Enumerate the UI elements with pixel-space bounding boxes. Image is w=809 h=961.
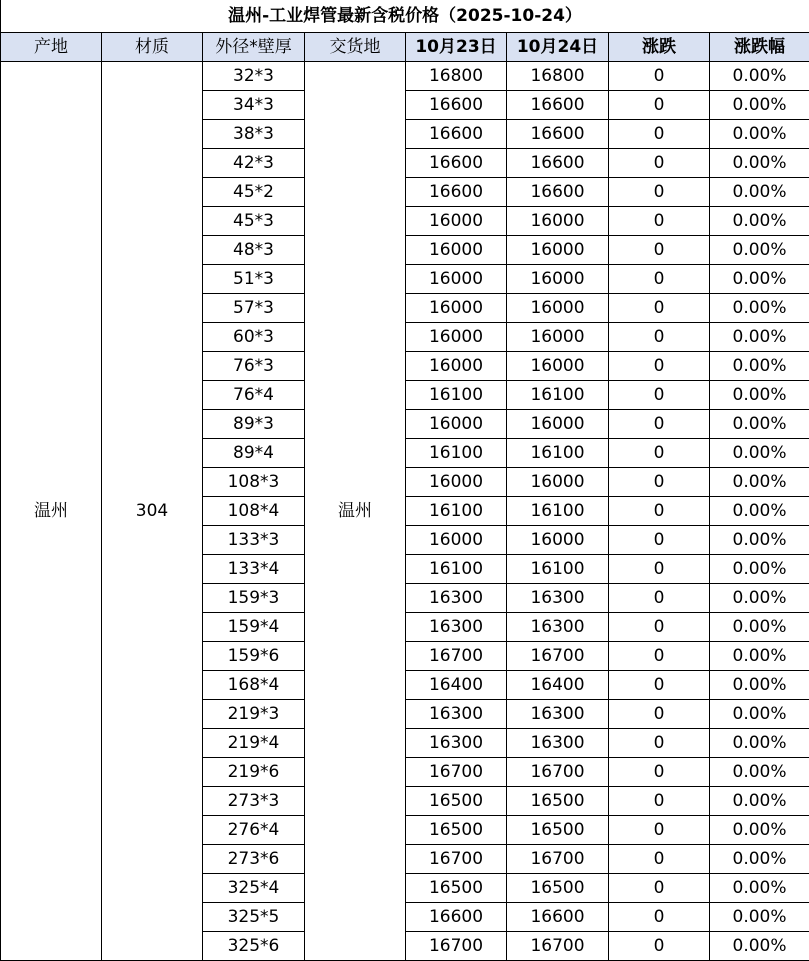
- title-row: [1, 0, 809, 33]
- curr-price-cell: 16000: [507, 323, 609, 352]
- change-cell: 0: [609, 700, 710, 729]
- spec-cell: 34*3: [203, 91, 305, 120]
- prev-price-cell: 16000: [406, 236, 507, 265]
- change-pct-cell: 0.00%: [710, 381, 809, 410]
- curr-price-cell: 16600: [507, 91, 609, 120]
- prev-price-cell: 16600: [406, 91, 507, 120]
- change-pct-cell: 0.00%: [710, 874, 809, 903]
- prev-price-cell: 16000: [406, 526, 507, 555]
- prev-price-cell: 16300: [406, 729, 507, 758]
- curr-price-cell: 16000: [507, 207, 609, 236]
- spec-cell: 32*3: [203, 62, 305, 91]
- change-pct-cell: 0.00%: [710, 758, 809, 787]
- spec-cell: 108*4: [203, 497, 305, 526]
- change-cell: 0: [609, 207, 710, 236]
- change-cell: 0: [609, 468, 710, 497]
- change-cell: 0: [609, 555, 710, 584]
- curr-price-cell: 16700: [507, 932, 609, 961]
- change-pct-cell: 0.00%: [710, 236, 809, 265]
- change-pct-cell: 0.00%: [710, 845, 809, 874]
- change-pct-cell: 0.00%: [710, 294, 809, 323]
- change-pct-cell: 0.00%: [710, 903, 809, 932]
- spec-cell: 42*3: [203, 149, 305, 178]
- curr-price-cell: 16100: [507, 497, 609, 526]
- prev-price-cell: 16500: [406, 787, 507, 816]
- prev-price-cell: 16700: [406, 932, 507, 961]
- change-cell: 0: [609, 729, 710, 758]
- curr-price-cell: 16600: [507, 903, 609, 932]
- change-cell: 0: [609, 932, 710, 961]
- spec-cell: 276*4: [203, 816, 305, 845]
- prev-price-cell: 16600: [406, 120, 507, 149]
- change-pct-cell: 0.00%: [710, 468, 809, 497]
- spec-cell: 159*6: [203, 642, 305, 671]
- change-cell: 0: [609, 62, 710, 91]
- change-pct-cell: 0.00%: [710, 816, 809, 845]
- change-pct-cell: 0.00%: [710, 787, 809, 816]
- change-pct-cell: 0.00%: [710, 265, 809, 294]
- curr-price-cell: 16100: [507, 439, 609, 468]
- curr-price-cell: 16100: [507, 555, 609, 584]
- spec-cell: 325*5: [203, 903, 305, 932]
- header-row: [1, 33, 809, 62]
- prev-price-cell: 16500: [406, 816, 507, 845]
- spec-cell: 89*3: [203, 410, 305, 439]
- curr-price-cell: 16000: [507, 352, 609, 381]
- change-cell: 0: [609, 352, 710, 381]
- prev-price-cell: 16100: [406, 381, 507, 410]
- spec-cell: 159*3: [203, 584, 305, 613]
- change-cell: 0: [609, 120, 710, 149]
- spec-cell: 57*3: [203, 294, 305, 323]
- spec-cell: 51*3: [203, 265, 305, 294]
- change-cell: 0: [609, 758, 710, 787]
- prev-price-cell: 16000: [406, 265, 507, 294]
- change-cell: 0: [609, 613, 710, 642]
- prev-price-cell: 16100: [406, 439, 507, 468]
- spec-cell: 325*4: [203, 874, 305, 903]
- prev-price-cell: 16000: [406, 410, 507, 439]
- spec-cell: 89*4: [203, 439, 305, 468]
- header-change-pct: 涨跌幅: [710, 33, 809, 62]
- curr-price-cell: 16000: [507, 468, 609, 497]
- header-origin: 产地: [1, 33, 102, 62]
- change-cell: 0: [609, 787, 710, 816]
- spec-cell: 168*4: [203, 671, 305, 700]
- change-pct-cell: 0.00%: [710, 120, 809, 149]
- change-cell: 0: [609, 903, 710, 932]
- curr-price-cell: 16000: [507, 526, 609, 555]
- change-cell: 0: [609, 265, 710, 294]
- origin-cell: 温州: [1, 62, 102, 961]
- curr-price-cell: 16000: [507, 236, 609, 265]
- change-cell: 0: [609, 816, 710, 845]
- spec-cell: 219*3: [203, 700, 305, 729]
- change-pct-cell: 0.00%: [710, 671, 809, 700]
- prev-price-cell: 16300: [406, 584, 507, 613]
- change-cell: 0: [609, 584, 710, 613]
- curr-price-cell: 16700: [507, 845, 609, 874]
- header-change: 涨跌: [609, 33, 710, 62]
- spec-cell: 108*3: [203, 468, 305, 497]
- change-cell: 0: [609, 178, 710, 207]
- table-row: [1, 62, 809, 91]
- header-curr-date: 10月24日: [507, 33, 609, 62]
- change-pct-cell: 0.00%: [710, 410, 809, 439]
- spec-cell: 60*3: [203, 323, 305, 352]
- change-cell: 0: [609, 526, 710, 555]
- change-cell: 0: [609, 294, 710, 323]
- table-title: 温州-工业焊管最新含税价格（2025-10-24）: [1, 0, 809, 33]
- spec-cell: 133*3: [203, 526, 305, 555]
- change-cell: 0: [609, 845, 710, 874]
- curr-price-cell: 16300: [507, 700, 609, 729]
- prev-price-cell: 16300: [406, 613, 507, 642]
- change-pct-cell: 0.00%: [710, 149, 809, 178]
- prev-price-cell: 16600: [406, 149, 507, 178]
- curr-price-cell: 16800: [507, 62, 609, 91]
- change-cell: 0: [609, 323, 710, 352]
- spec-cell: 219*6: [203, 758, 305, 787]
- header-delivery: 交货地: [305, 33, 406, 62]
- change-cell: 0: [609, 874, 710, 903]
- change-cell: 0: [609, 671, 710, 700]
- curr-price-cell: 16500: [507, 787, 609, 816]
- change-cell: 0: [609, 642, 710, 671]
- prev-price-cell: 16500: [406, 874, 507, 903]
- prev-price-cell: 16700: [406, 845, 507, 874]
- change-pct-cell: 0.00%: [710, 932, 809, 961]
- spec-cell: 76*3: [203, 352, 305, 381]
- curr-price-cell: 16400: [507, 671, 609, 700]
- table-body: [1, 62, 809, 961]
- change-pct-cell: 0.00%: [710, 526, 809, 555]
- curr-price-cell: 16500: [507, 816, 609, 845]
- change-pct-cell: 0.00%: [710, 91, 809, 120]
- change-pct-cell: 0.00%: [710, 178, 809, 207]
- spec-cell: 219*4: [203, 729, 305, 758]
- change-cell: 0: [609, 439, 710, 468]
- header-spec: 外径*壁厚: [203, 33, 305, 62]
- curr-price-cell: 16700: [507, 758, 609, 787]
- prev-price-cell: 16600: [406, 178, 507, 207]
- change-pct-cell: 0.00%: [710, 700, 809, 729]
- prev-price-cell: 16000: [406, 323, 507, 352]
- curr-price-cell: 16700: [507, 642, 609, 671]
- prev-price-cell: 16600: [406, 903, 507, 932]
- spec-cell: 45*2: [203, 178, 305, 207]
- prev-price-cell: 16700: [406, 758, 507, 787]
- header-material: 材质: [102, 33, 203, 62]
- spec-cell: 273*6: [203, 845, 305, 874]
- change-pct-cell: 0.00%: [710, 497, 809, 526]
- spec-cell: 76*4: [203, 381, 305, 410]
- curr-price-cell: 16600: [507, 120, 609, 149]
- prev-price-cell: 16400: [406, 671, 507, 700]
- change-pct-cell: 0.00%: [710, 323, 809, 352]
- change-pct-cell: 0.00%: [710, 555, 809, 584]
- change-pct-cell: 0.00%: [710, 207, 809, 236]
- change-pct-cell: 0.00%: [710, 352, 809, 381]
- header-prev-date: 10月23日: [406, 33, 507, 62]
- change-cell: 0: [609, 410, 710, 439]
- prev-price-cell: 16300: [406, 700, 507, 729]
- curr-price-cell: 16100: [507, 381, 609, 410]
- curr-price-cell: 16300: [507, 729, 609, 758]
- change-cell: 0: [609, 381, 710, 410]
- change-cell: 0: [609, 149, 710, 178]
- change-cell: 0: [609, 236, 710, 265]
- change-pct-cell: 0.00%: [710, 729, 809, 758]
- change-pct-cell: 0.00%: [710, 613, 809, 642]
- spec-cell: 45*3: [203, 207, 305, 236]
- change-pct-cell: 0.00%: [710, 62, 809, 91]
- curr-price-cell: 16000: [507, 294, 609, 323]
- curr-price-cell: 16600: [507, 149, 609, 178]
- prev-price-cell: 16000: [406, 294, 507, 323]
- curr-price-cell: 16300: [507, 613, 609, 642]
- prev-price-cell: 16700: [406, 642, 507, 671]
- curr-price-cell: 16500: [507, 874, 609, 903]
- spec-cell: 133*4: [203, 555, 305, 584]
- curr-price-cell: 16000: [507, 265, 609, 294]
- change-cell: 0: [609, 91, 710, 120]
- prev-price-cell: 16000: [406, 468, 507, 497]
- curr-price-cell: 16300: [507, 584, 609, 613]
- change-pct-cell: 0.00%: [710, 439, 809, 468]
- change-pct-cell: 0.00%: [710, 642, 809, 671]
- delivery-cell: 温州: [305, 62, 406, 961]
- material-cell: 304: [102, 62, 203, 961]
- spec-cell: 273*3: [203, 787, 305, 816]
- spec-cell: 325*6: [203, 932, 305, 961]
- prev-price-cell: 16000: [406, 207, 507, 236]
- spec-cell: 48*3: [203, 236, 305, 265]
- change-cell: 0: [609, 497, 710, 526]
- prev-price-cell: 16000: [406, 352, 507, 381]
- curr-price-cell: 16000: [507, 410, 609, 439]
- spec-cell: 159*4: [203, 613, 305, 642]
- curr-price-cell: 16600: [507, 178, 609, 207]
- change-pct-cell: 0.00%: [710, 584, 809, 613]
- prev-price-cell: 16100: [406, 497, 507, 526]
- prev-price-cell: 16100: [406, 555, 507, 584]
- prev-price-cell: 16800: [406, 62, 507, 91]
- spec-cell: 38*3: [203, 120, 305, 149]
